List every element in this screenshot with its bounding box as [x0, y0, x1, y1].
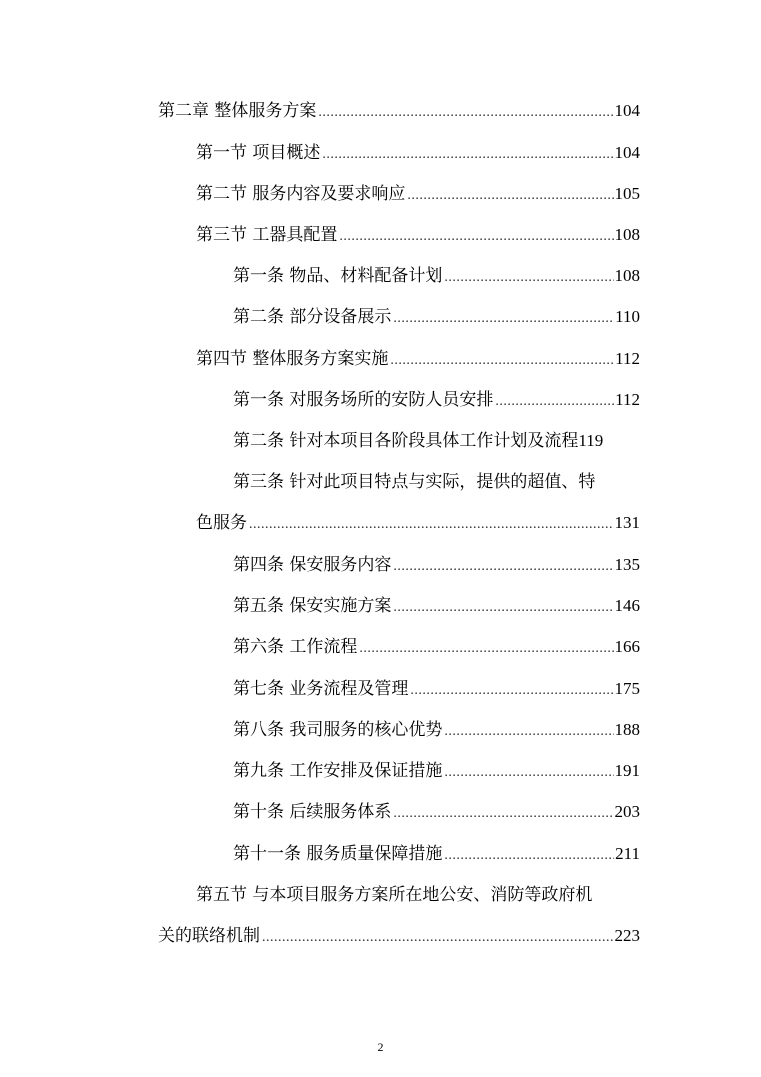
toc-entry-article[interactable]	[233, 594, 640, 618]
toc-entry-page: 131	[614, 513, 640, 532]
toc-entry-chapter-2[interactable]	[158, 99, 640, 123]
toc-entry-section-2[interactable]	[196, 182, 640, 206]
toc-entry-title-line-2: 色服务	[196, 513, 247, 533]
toc-entry-page: 135	[614, 555, 640, 574]
toc-entry-page: 110	[615, 307, 640, 326]
dot-leader	[444, 266, 613, 290]
dot-leader	[393, 802, 613, 826]
toc-entry-page: 108	[614, 266, 640, 285]
toc-entry-page: 104	[614, 143, 640, 162]
toc-entry-page: 104	[614, 101, 640, 120]
toc-entry-page: 211	[615, 844, 640, 863]
toc-entry-title: 第二条 针对本项目各阶段具体工作计划及流程	[233, 431, 579, 451]
toc-entry-article[interactable]	[233, 264, 640, 288]
dot-leader	[410, 679, 613, 703]
toc-entry-title: 第十条 后续服务体系	[233, 802, 392, 822]
toc-entry-article[interactable]	[233, 305, 640, 329]
toc-entry-title: 第二条 部分设备展示	[233, 307, 392, 327]
dot-leader	[339, 225, 613, 249]
dot-leader	[393, 596, 613, 620]
toc-entry-article-continued[interactable]	[196, 511, 640, 535]
dot-leader	[444, 720, 613, 744]
toc-entry-article[interactable]	[233, 759, 640, 783]
dot-leader	[444, 844, 614, 868]
dot-leader	[444, 761, 613, 785]
toc-entry-title: 第一条 对服务场所的安防人员安排	[233, 390, 494, 410]
toc-entry-page: 191	[614, 761, 640, 780]
toc-entry-title: 第七条 业务流程及管理	[233, 679, 409, 699]
toc-entry-title: 第二节 服务内容及要求响应	[196, 184, 406, 204]
toc-entry-page: 203	[614, 802, 640, 821]
toc-entry-section-4[interactable]	[196, 347, 640, 371]
toc-entry-page: 112	[615, 390, 640, 409]
dot-leader	[393, 307, 614, 331]
toc-entry-title: 第四条 保安服务内容	[233, 555, 392, 575]
toc-entry-title-line-2: 关的联络机制	[158, 926, 260, 946]
toc-entry-page: 188	[614, 720, 640, 739]
dot-leader	[262, 926, 614, 950]
dot-leader	[393, 555, 613, 579]
page-number: 2	[377, 1040, 384, 1054]
toc-entry-article[interactable]	[233, 800, 640, 824]
toc-entry-article[interactable]	[233, 635, 640, 659]
toc-entry-article[interactable]	[233, 718, 640, 742]
toc-entry-page: 112	[615, 349, 640, 368]
toc-entry-page: 166	[614, 637, 640, 656]
dot-leader	[249, 513, 614, 537]
toc-entry-page: 105	[614, 184, 640, 203]
toc-entry-title: 第六条 工作流程	[233, 637, 358, 657]
toc-entry-page: 108	[614, 225, 640, 244]
toc-entry-title: 第二章 整体服务方案	[158, 101, 317, 121]
toc-entry-title: 第十一条 服务质量保障措施	[233, 844, 443, 864]
toc-entry-title: 第九条 工作安排及保证措施	[233, 761, 443, 781]
dot-leader	[318, 101, 613, 125]
dot-leader	[390, 349, 614, 373]
toc-entry-page: 175	[614, 679, 640, 698]
toc-entry-title: 第三节 工器具配置	[196, 225, 338, 245]
dot-leader	[322, 143, 613, 167]
toc-entry-section-3[interactable]	[196, 223, 640, 247]
toc-entry-title: 第四节 整体服务方案实施	[196, 349, 389, 369]
dot-leader	[495, 390, 614, 414]
dot-leader	[359, 637, 613, 661]
dot-leader	[407, 184, 613, 208]
toc-entry-title: 第五条 保安实施方案	[233, 596, 392, 616]
toc-entry-article[interactable]	[233, 677, 640, 701]
toc-entry-article[interactable]	[233, 553, 640, 577]
toc-entry-page: 146	[614, 596, 640, 615]
toc-entry-title: 第一节 项目概述	[196, 143, 321, 163]
toc-entry-title-line-1[interactable]: 第三条 针对此项目特点与实际，提供的超值、特	[233, 472, 596, 492]
toc-entry-title: 第一条 物品、材料配备计划	[233, 266, 443, 286]
toc-entry-page: 223	[614, 926, 640, 945]
toc-entry-page: 119	[578, 431, 604, 450]
toc-entry-article[interactable]	[233, 429, 640, 453]
toc-entry-article[interactable]	[233, 842, 640, 866]
toc-entry-section-1[interactable]	[196, 141, 640, 165]
toc-entry-title-line-1[interactable]: 第五节 与本项目服务方案所在地公安、消防等政府机	[196, 885, 593, 905]
toc-entry-title: 第八条 我司服务的核心优势	[233, 720, 443, 740]
toc-entry-section-5-continued[interactable]	[158, 924, 640, 948]
toc-entry-article[interactable]	[233, 388, 640, 412]
